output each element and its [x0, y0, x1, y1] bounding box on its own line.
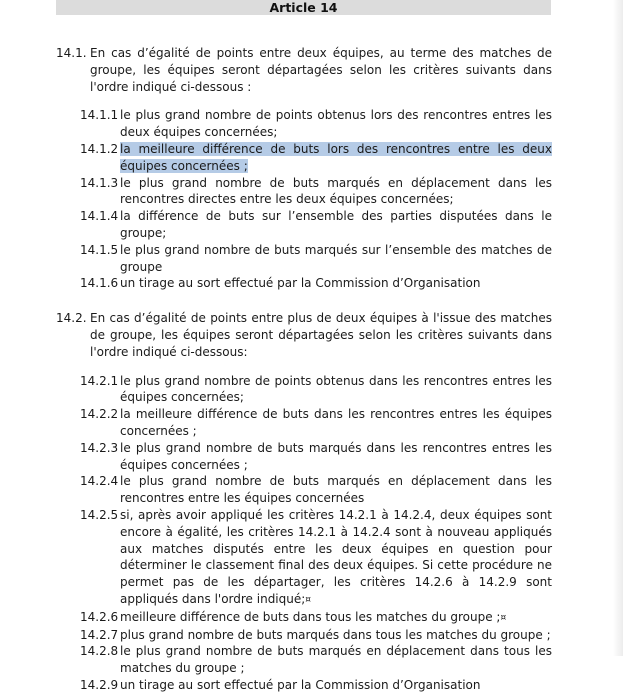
section-14-2 — [56, 310, 552, 694]
list-item — [56, 643, 552, 677]
item-number: 14.2.3 — [80, 440, 119, 455]
list-item — [56, 473, 552, 507]
list-item — [56, 242, 552, 276]
clause-intro — [56, 45, 552, 95]
item-text: le plus grand nombre de points obtenus lors des rencontres entres les deux équipes concernées; — [120, 108, 552, 140]
item-text: plus grand nombre de buts marqués dans tous les matches du groupe ; — [120, 627, 551, 642]
clause-number: 14.1. — [56, 46, 87, 60]
list-item — [56, 373, 552, 407]
item-text: la meilleure différence de buts dans les rencontres entres les équipes concernées ; — [120, 407, 552, 438]
list-item — [56, 440, 552, 474]
item-number: 14.2.4 — [80, 474, 119, 489]
list-item — [56, 507, 552, 609]
item-text: le plus grand nombre de buts marqués en déplacement dans tous les matches du groupe ; — [120, 644, 552, 676]
list-item — [56, 627, 552, 644]
section-14-1 — [56, 45, 552, 292]
item-text: le plus grand nombre de buts marqués en déplacement dans les rencontres entre les équipes concernées — [120, 474, 552, 506]
item-number: 14.2.7 — [80, 627, 119, 642]
item-number: 14.2.2 — [80, 407, 119, 422]
article-title: Article 14 — [56, 0, 551, 15]
item-number: 14.1.6 — [80, 276, 119, 291]
list-item — [56, 677, 552, 694]
item-number: 14.2.1 — [80, 373, 119, 388]
paragraph-mark: ¤ — [305, 594, 312, 605]
item-number: 14.1.1 — [80, 108, 119, 123]
item-number: 14.1.2 — [80, 141, 119, 156]
item-number: 14.2.5 — [80, 507, 119, 522]
list-item — [56, 107, 552, 141]
item-number: 14.1.4 — [80, 209, 119, 224]
item-text: le plus grand nombre de buts marqués en déplacement dans les rencontres directes entre les deux équipes concernées; — [120, 175, 552, 207]
clause-text: En cas d’égalité de points entre deux équipes, au terme des matches de groupe, les équipes seront départagées selon les critères suivants dans l'ordre indiqué ci-dessous : — [90, 46, 552, 94]
clause-intro — [56, 310, 552, 360]
item-text: meilleure différence de buts dans tous les matches du groupe ; — [120, 609, 501, 624]
page-edge-shadow — [613, 0, 623, 656]
item-number: 14.1.5 — [80, 242, 119, 257]
clause-number: 14.2. — [56, 311, 87, 326]
list-item — [56, 275, 552, 292]
list-item — [56, 141, 552, 175]
item-text: la différence de buts sur l’ensemble des parties disputées dans le groupe; — [120, 209, 552, 240]
list-item — [56, 208, 552, 242]
list-item — [56, 609, 552, 627]
item-text: le plus grand nombre de buts marqués dans les rencontres entres les équipes concernées ; — [120, 440, 552, 472]
item-text: un tirage au sort effectué par la Commission d’Organisation — [120, 276, 481, 291]
item-number: 14.2.9 — [80, 677, 119, 692]
document-body — [56, 33, 552, 694]
paragraph-mark: ¤ — [500, 612, 507, 623]
item-text: le plus grand nombre de buts marqués sur l’ensemble des matches de groupe — [120, 242, 552, 274]
item-number: 14.2.6 — [80, 609, 119, 624]
item-number: 14.1.3 — [80, 175, 119, 190]
item-text: le plus grand nombre de points obtenus dans les rencontres entres les équipes concernées; — [120, 373, 552, 405]
item-text: un tirage au sort effectué par la Commission d’Organisation — [120, 677, 481, 692]
list-item — [56, 406, 552, 440]
item-text: si, après avoir appliqué les critères 14.2.1 à 14.2.4, deux équipes sont encore à égalité, les critères 14.2.1 à 14.2.4 sont à nouveau appliqués aux matches disputés entre les deux équipes en question pour déterminer le classement final des deux équipes. Si cette procédure ne permet pas de les départager, les critères 14.2.6 à 14.2.9 sont appliqués dans l'ordre indiqué; — [120, 507, 552, 606]
clause-text: En cas d’égalité de points entre plus de deux équipes à l'issue des matches de groupe, les équipes seront départagées selon les critères suivants dans l'ordre indiqué ci-dessous: — [90, 311, 552, 359]
selected-text[interactable]: la meilleure différence de buts lors des rencontres entre les deux équipes concernées ; — [120, 141, 552, 173]
list-item — [56, 175, 552, 209]
item-number: 14.2.8 — [80, 644, 119, 659]
